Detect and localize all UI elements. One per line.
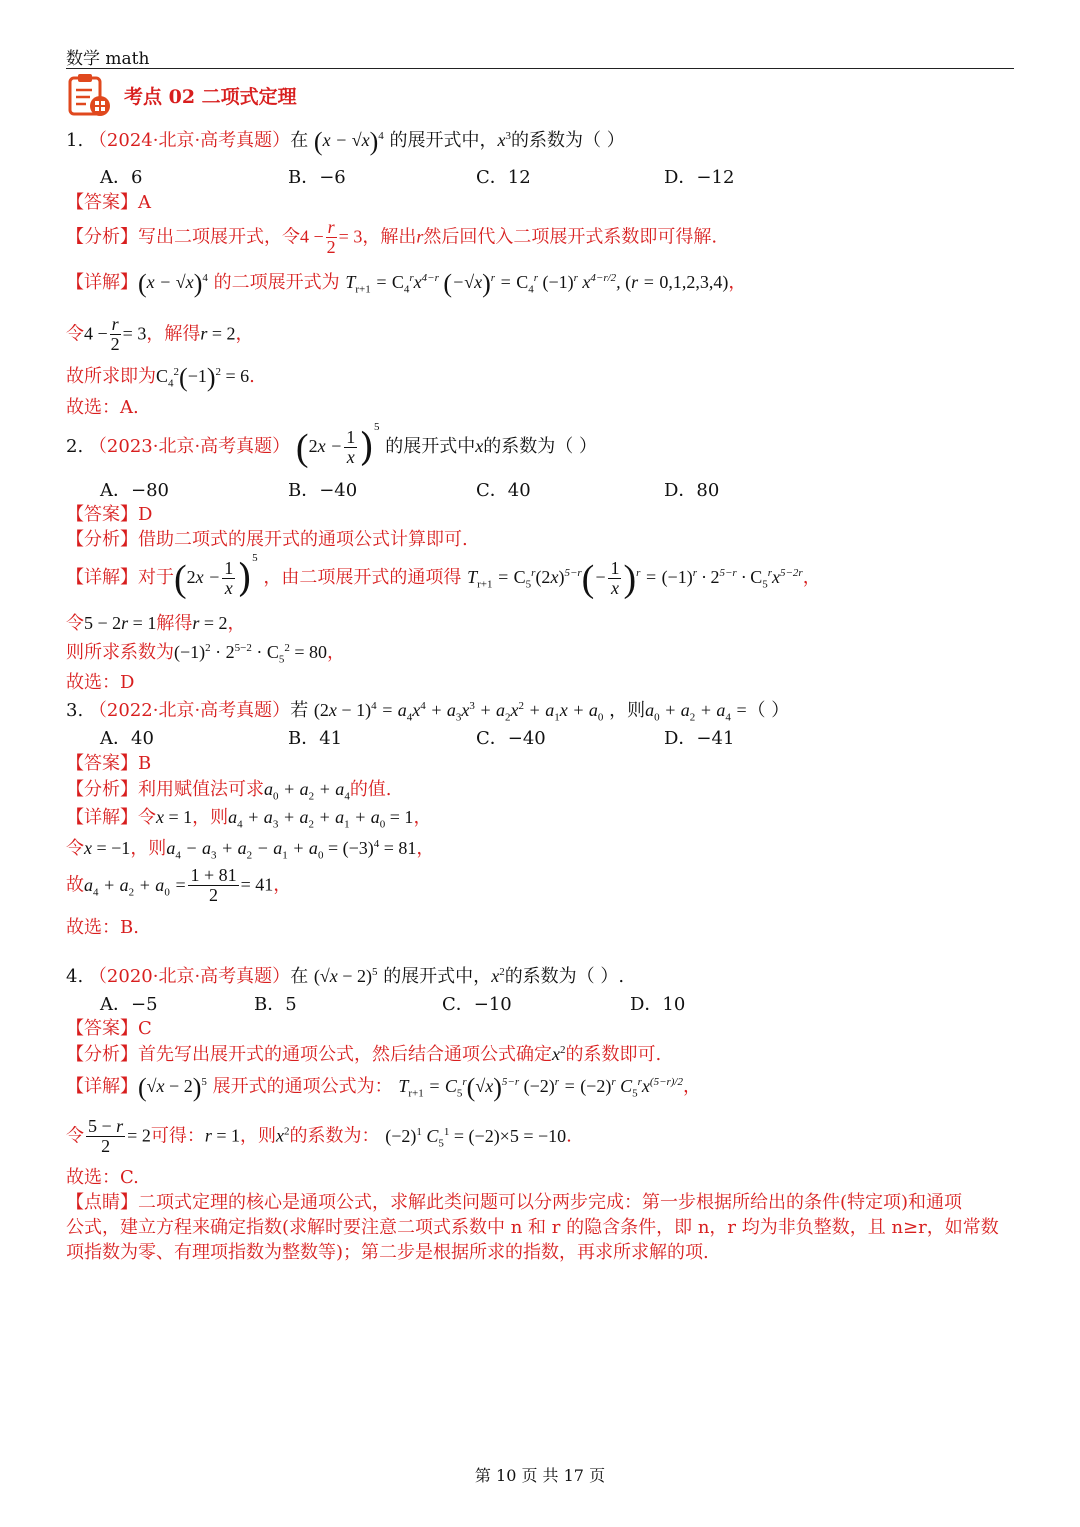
question-4-analysis: 【分析】首先写出展开式的通项公式，然后结合通项公式确定$x^2$的系数即可. [66, 1044, 662, 1065]
question-1-choose: 故选：A. [66, 397, 139, 418]
question-3-analysis: 【分析】利用赋值法可求$a_0 + a_2 + a_4$的值. [66, 779, 392, 803]
question-4-options: A．−5 B．5 C．−10 D．10 [100, 994, 686, 1015]
question-1-analysis: 【分析】写出二项展开式，令4 − $\frac{r}{2}$ = 3，解出r然后回代入二项展开式系数即可得解. [66, 217, 718, 257]
question-3-choose: 故选：B. [66, 917, 139, 938]
question-4-comment-line-1: 【点睛】二项式定理的核心是通项公式，求解此类问题可以分两步完成：第一步根据所给出的条件(特定项)和通项 [66, 1192, 963, 1213]
question-3-line3: 令x = −1，则$a_4 - a_3 + a_2 - a_1 + a_0 = (-3)^4 = 81$， [66, 838, 435, 862]
question-4-line3: 令 $\frac{5 - r}{2}$ = 2可得：r = 1，则$x^2$的系数为： $(-2)^1$ $C_5^1 = (-2)\times 5 = -10$. [66, 1116, 572, 1156]
question-3-detail: 【详解】令x = 1，则$a_4 + a_3 + a_2 + a_1 + a_0 = 1$， [66, 807, 432, 831]
question-4-stem: 4. （2020·北京·高考真题）在 $(√x - 2)^5$ 的展开式中，$x^2$的系数为（ ）. [66, 966, 625, 987]
question-1-detail: 【详解】$(x - √x)^4$ 的二项展开式为 $T_{r+1} = C_4^rx^{4-r}$ $(-√x)^r = C_4^r$ $(-1)^r$ $x^{4-r/2}$, (r = 0,1,2,3,4)， [66, 268, 747, 298]
clipboard-checklist-icon [66, 72, 112, 118]
question-2-detail: 【详解】对于(2x − $\frac{1}{x}$ )$^5$ ，由二项展开式的通项得 $T_{r+1} = C_5^r(2x)^{5-r}(-$ $\frac{1}{x}$ )$^r = (-1)^r \cdot 2^{5-r} \cdot C_5^rx^{5-2r}$， [66, 552, 821, 600]
question-2-options: A．−80 B．−40 C．40 D．80 [100, 480, 720, 501]
question-3-line4: 故$a_4 + a_2 + a_0$ = $\frac{1 + 81}{2}$ = 41， [66, 865, 292, 905]
question-4-detail: 【详解】$(√x - 2)^5$ 展开式的通项公式为： $T_{r+1} = C_5^r(√x)^{5-r}$ $(-2)^r = (-2)^r$ $C_5^rx^{(5-r)/2}$， [66, 1072, 701, 1102]
question-4-answer: 【答案】C [66, 1018, 152, 1039]
question-2-choose: 故选：D [66, 672, 135, 693]
question-2-line3: 令5 − 2r = 1解得r = 2， [66, 613, 246, 634]
question-2-analysis: 【分析】借助二项式的展开式的通项公式计算即可. [66, 529, 468, 550]
question-3-answer: 【答案】B [66, 753, 152, 774]
page-number: 第 10 页 共 17 页 [474, 1466, 606, 1485]
question-4-comment-line-2: 公式，建立方程来确定指数(求解时要注意二项式系数中 n 和 r 的隐含条件，即 n，r 均为非负整数，且 n≥r，如常数 [66, 1217, 999, 1238]
question-4-choose: 故选：C. [66, 1167, 139, 1188]
question-1-line4: 故所求即为$C_4^2(-1)^2 = 6$. [66, 362, 255, 392]
question-3-options: A．40 B．41 C．−40 D．−41 [100, 728, 735, 749]
question-1-stem: 1. （2024·北京·高考真题）在 $(x - √x)^4$ 的展开式中，$x^3$的系数为（ ） [66, 126, 625, 156]
question-4-comment-line-3: 项指数为零、有理项指数为整数等)；第二步是根据所求的指数，再求所求解的项. [66, 1242, 709, 1263]
header-rule [66, 68, 1014, 69]
section-title: 考点 02 二项式定理 [124, 86, 297, 108]
question-2-line4: 则所求系数为$(-1)^2 \cdot 2^{5-2} \cdot C_5^2 = 80$， [66, 642, 346, 666]
question-3-stem: 3. （2022·北京·高考真题）若 $(2x - 1)^4 = a_4x^4 + a_3x^3 + a_2x^2 + a_1x + a_0$ ，则$a_0 + a_2 + a_4$ =（ ） [66, 700, 790, 724]
question-1-answer: 【答案】A [66, 192, 151, 213]
question-1-options: A．6 B．−6 C．12 D．−12 [100, 167, 735, 188]
question-2-stem: 2. （2023·北京·高考真题） (2x − $\frac{1}{x}$ )$^5$ 的展开式中x的系数为（ ） [66, 421, 598, 469]
header-title: 数学 math [66, 49, 150, 69]
question-2-answer: 【答案】D [66, 504, 153, 525]
question-1-line3: 令4 − $\frac{r}{2}$ = 3，解得r = 2， [66, 314, 254, 354]
